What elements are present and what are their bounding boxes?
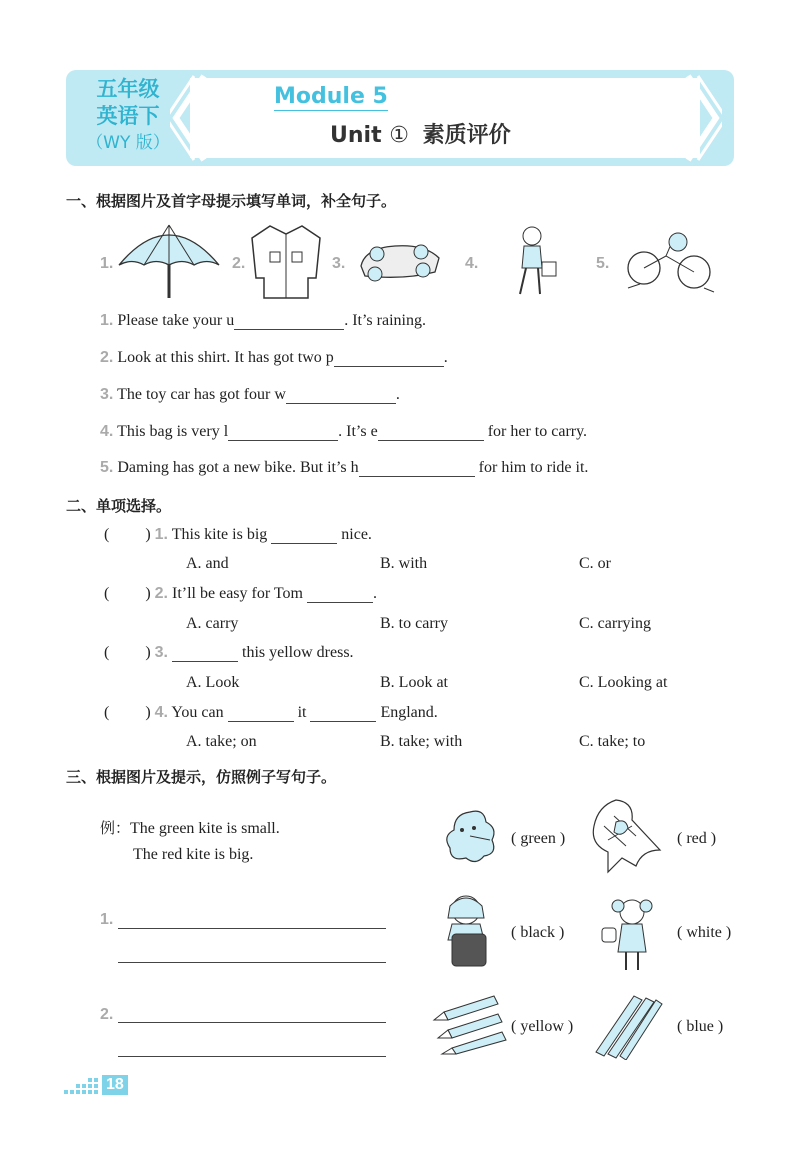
answer-blank[interactable] [286, 387, 396, 404]
unit-title: Unit ① 素质评价 [330, 123, 511, 148]
unit-number: ① [389, 123, 409, 148]
shirt-icon [248, 222, 324, 302]
section1-title: 一、根据图片及首字母提示填写单词，补全句子。 [66, 192, 397, 210]
fill-item: 3. The toy car has got four w . [100, 386, 400, 403]
broken-bike-icon [620, 228, 720, 298]
umbrella-icon [114, 220, 224, 305]
fill-item: 4. This bag is very l . It’s e for her to carry. [100, 423, 588, 440]
fill-item: 5. Daming has got a new bike. But it’s h for him to ride it. [100, 459, 589, 476]
option-b[interactable]: B. Look at [380, 674, 448, 691]
picture-number: 2. [232, 255, 246, 272]
answer-line[interactable] [118, 962, 386, 963]
module-title: Module 5 [274, 84, 388, 109]
picture-number: 5. [596, 255, 610, 272]
answer-blank[interactable] [359, 460, 475, 477]
right-chevron-icon [682, 72, 722, 164]
answer-blank[interactable] [234, 313, 344, 330]
page-dots-decoration [64, 1076, 104, 1096]
answer-blank[interactable] [307, 586, 373, 603]
picture-number: 4. [465, 255, 479, 272]
option-c[interactable]: C. carrying [579, 615, 651, 632]
choice-question: ( ) 4. You can it England. [104, 704, 438, 721]
answer-bracket[interactable]: ( ) [104, 526, 151, 543]
answer-blank[interactable] [334, 350, 444, 367]
example-line-1: 例：The green kite is small. [100, 819, 280, 837]
answer-line[interactable] [118, 1022, 386, 1023]
choice-question: ( ) 1. This kite is big nice. [104, 526, 372, 543]
picture-number: 3. [332, 255, 346, 272]
option-a[interactable]: A. take; on [186, 733, 257, 750]
hint-yellow: ( yellow ) [511, 1018, 574, 1035]
girl-with-bag-icon [510, 222, 560, 300]
option-c[interactable]: C. Looking at [579, 674, 668, 691]
option-c[interactable]: C. or [579, 555, 611, 572]
girl-black-bag-icon [438, 892, 498, 972]
green-kite-icon [440, 806, 502, 868]
fill-item: 1. Please take your u . It’s raining. [100, 312, 426, 329]
answer-bracket[interactable]: ( ) [104, 644, 151, 661]
option-a[interactable]: A. Look [186, 674, 240, 691]
option-b[interactable]: B. to carry [380, 615, 448, 632]
choice-question: ( ) 3. this yellow dress. [104, 644, 354, 661]
answer-blank[interactable] [271, 527, 337, 544]
option-a[interactable]: A. carry [186, 615, 239, 632]
hint-blue: ( blue ) [677, 1018, 724, 1035]
option-a[interactable]: A. and [186, 555, 229, 572]
answer-bracket[interactable]: ( ) [104, 585, 151, 602]
hint-white: ( white ) [677, 924, 732, 941]
grade-label: 五年级 英语下 （WY 版） [86, 77, 170, 153]
blue-pencils-icon [590, 990, 664, 1060]
option-b[interactable]: B. take; with [380, 733, 463, 750]
picture-number: 1. [100, 255, 114, 272]
example-line-2: The red kite is big. [133, 846, 254, 863]
answer-blank[interactable] [378, 424, 484, 441]
toy-car-icon [355, 236, 445, 288]
hint-black: ( black ) [511, 924, 565, 941]
section3-title: 三、根据图片及提示，仿照例子写句子。 [66, 768, 337, 786]
write-number: 2. [100, 1006, 114, 1023]
answer-blank[interactable] [228, 424, 338, 441]
answer-line[interactable] [118, 1056, 386, 1057]
answer-bracket[interactable]: ( ) [104, 704, 151, 721]
option-b[interactable]: B. with [380, 555, 428, 572]
option-c[interactable]: C. take; to [579, 733, 646, 750]
choice-question: ( ) 2. It’ll be easy for Tom . [104, 585, 377, 602]
write-number: 1. [100, 911, 114, 928]
hint-green: ( green ) [511, 830, 566, 847]
red-kite-icon [586, 796, 666, 876]
answer-blank[interactable] [228, 705, 294, 722]
girl-white-bag-icon [600, 894, 664, 974]
answer-blank[interactable] [310, 705, 376, 722]
yellow-pencils-icon [430, 992, 508, 1056]
fill-item: 2. Look at this shirt. It has got two p . [100, 349, 448, 366]
answer-blank[interactable] [172, 645, 238, 662]
answer-line[interactable] [118, 928, 386, 929]
section2-title: 二、单项选择。 [66, 497, 172, 515]
page-number: 18 [102, 1075, 128, 1095]
hint-red: ( red ) [677, 830, 717, 847]
